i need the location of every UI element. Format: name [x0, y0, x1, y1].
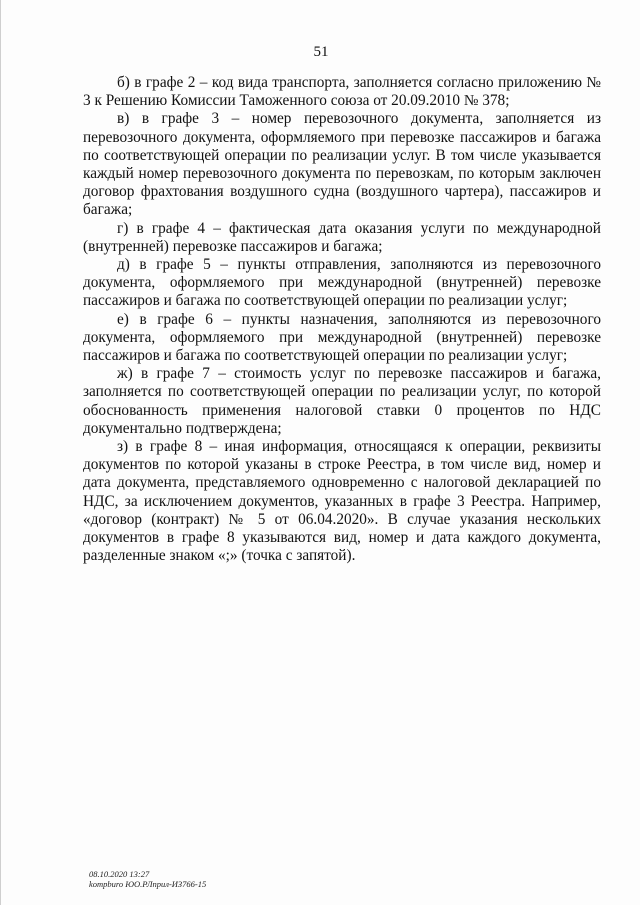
document-body	[83, 74, 601, 565]
footer-doc-code: kompburo ЮО.РЛприл-ИЗ766-15	[89, 879, 207, 889]
paragraph-g: г) в графе 4 – фактическая дата оказания услуги по международной (внутренней) перевозке пассажиров и багажа;	[83, 219, 601, 255]
paragraph-e: е) в графе 6 – пункты назначения, заполняются из перевозочного документа, оформляемого при международной (внутренней) перевозке пассажиров и багажа по соответствующей операции по реализации услуг;	[83, 310, 601, 365]
paragraph-d: д) в графе 5 – пункты отправления, заполняются из перевозочного документа, оформляемого при международной (внутренней) перевозке пассажиров и багажа по соответствующей операции по реализации услуг;	[83, 256, 601, 310]
paragraph-b: б) в графе 2 – код вида транспорта, заполняется согласно приложению № 3 к Решению Комиссии Таможенного союза от 20.09.2010 № 378;	[83, 74, 601, 110]
paragraph-v: в) в графе 3 – номер перевозочного документа, заполняется из перевозочного документа, оформляемого при перевозке пассажиров и багажа по соответствующей операции по реализации услуг. В том числе указывается каждый номер перевозочного документа по перевозкам, по которым заключен договор фрахтования воздушного судна (воздушного чартера), пассажиров и багажа;	[83, 110, 601, 219]
paragraph-z: з) в графе 8 – иная информация, относящаяся к операции, реквизиты документов по которой указаны в строке Реестра, в том числе вид, номер и дата документа, представляемого одновременно с налоговой декларацией по НДС, за исключением документов, указанных в графе 3 Реестра. Например, «договор (контракт) № 5 от 06.04.2020». В случае указания нескольких документов в графе 8 указываются вид, номер и дата каждого документа, разделенные знаком «;» (точка с запятой).	[83, 438, 601, 565]
footer-timestamp: 08.10.2020 13:27	[89, 869, 150, 879]
page-number: 51	[313, 44, 329, 60]
footer-stamp	[89, 869, 206, 889]
paragraph-zh: ж) в графе 7 – стоимость услуг по перевозке пассажиров и багажа, заполняется по соответствующей операции по реализации услуг, по которой обоснованность применения налоговой ставки 0 процентов по НДС документально подтверждена;	[83, 365, 601, 437]
